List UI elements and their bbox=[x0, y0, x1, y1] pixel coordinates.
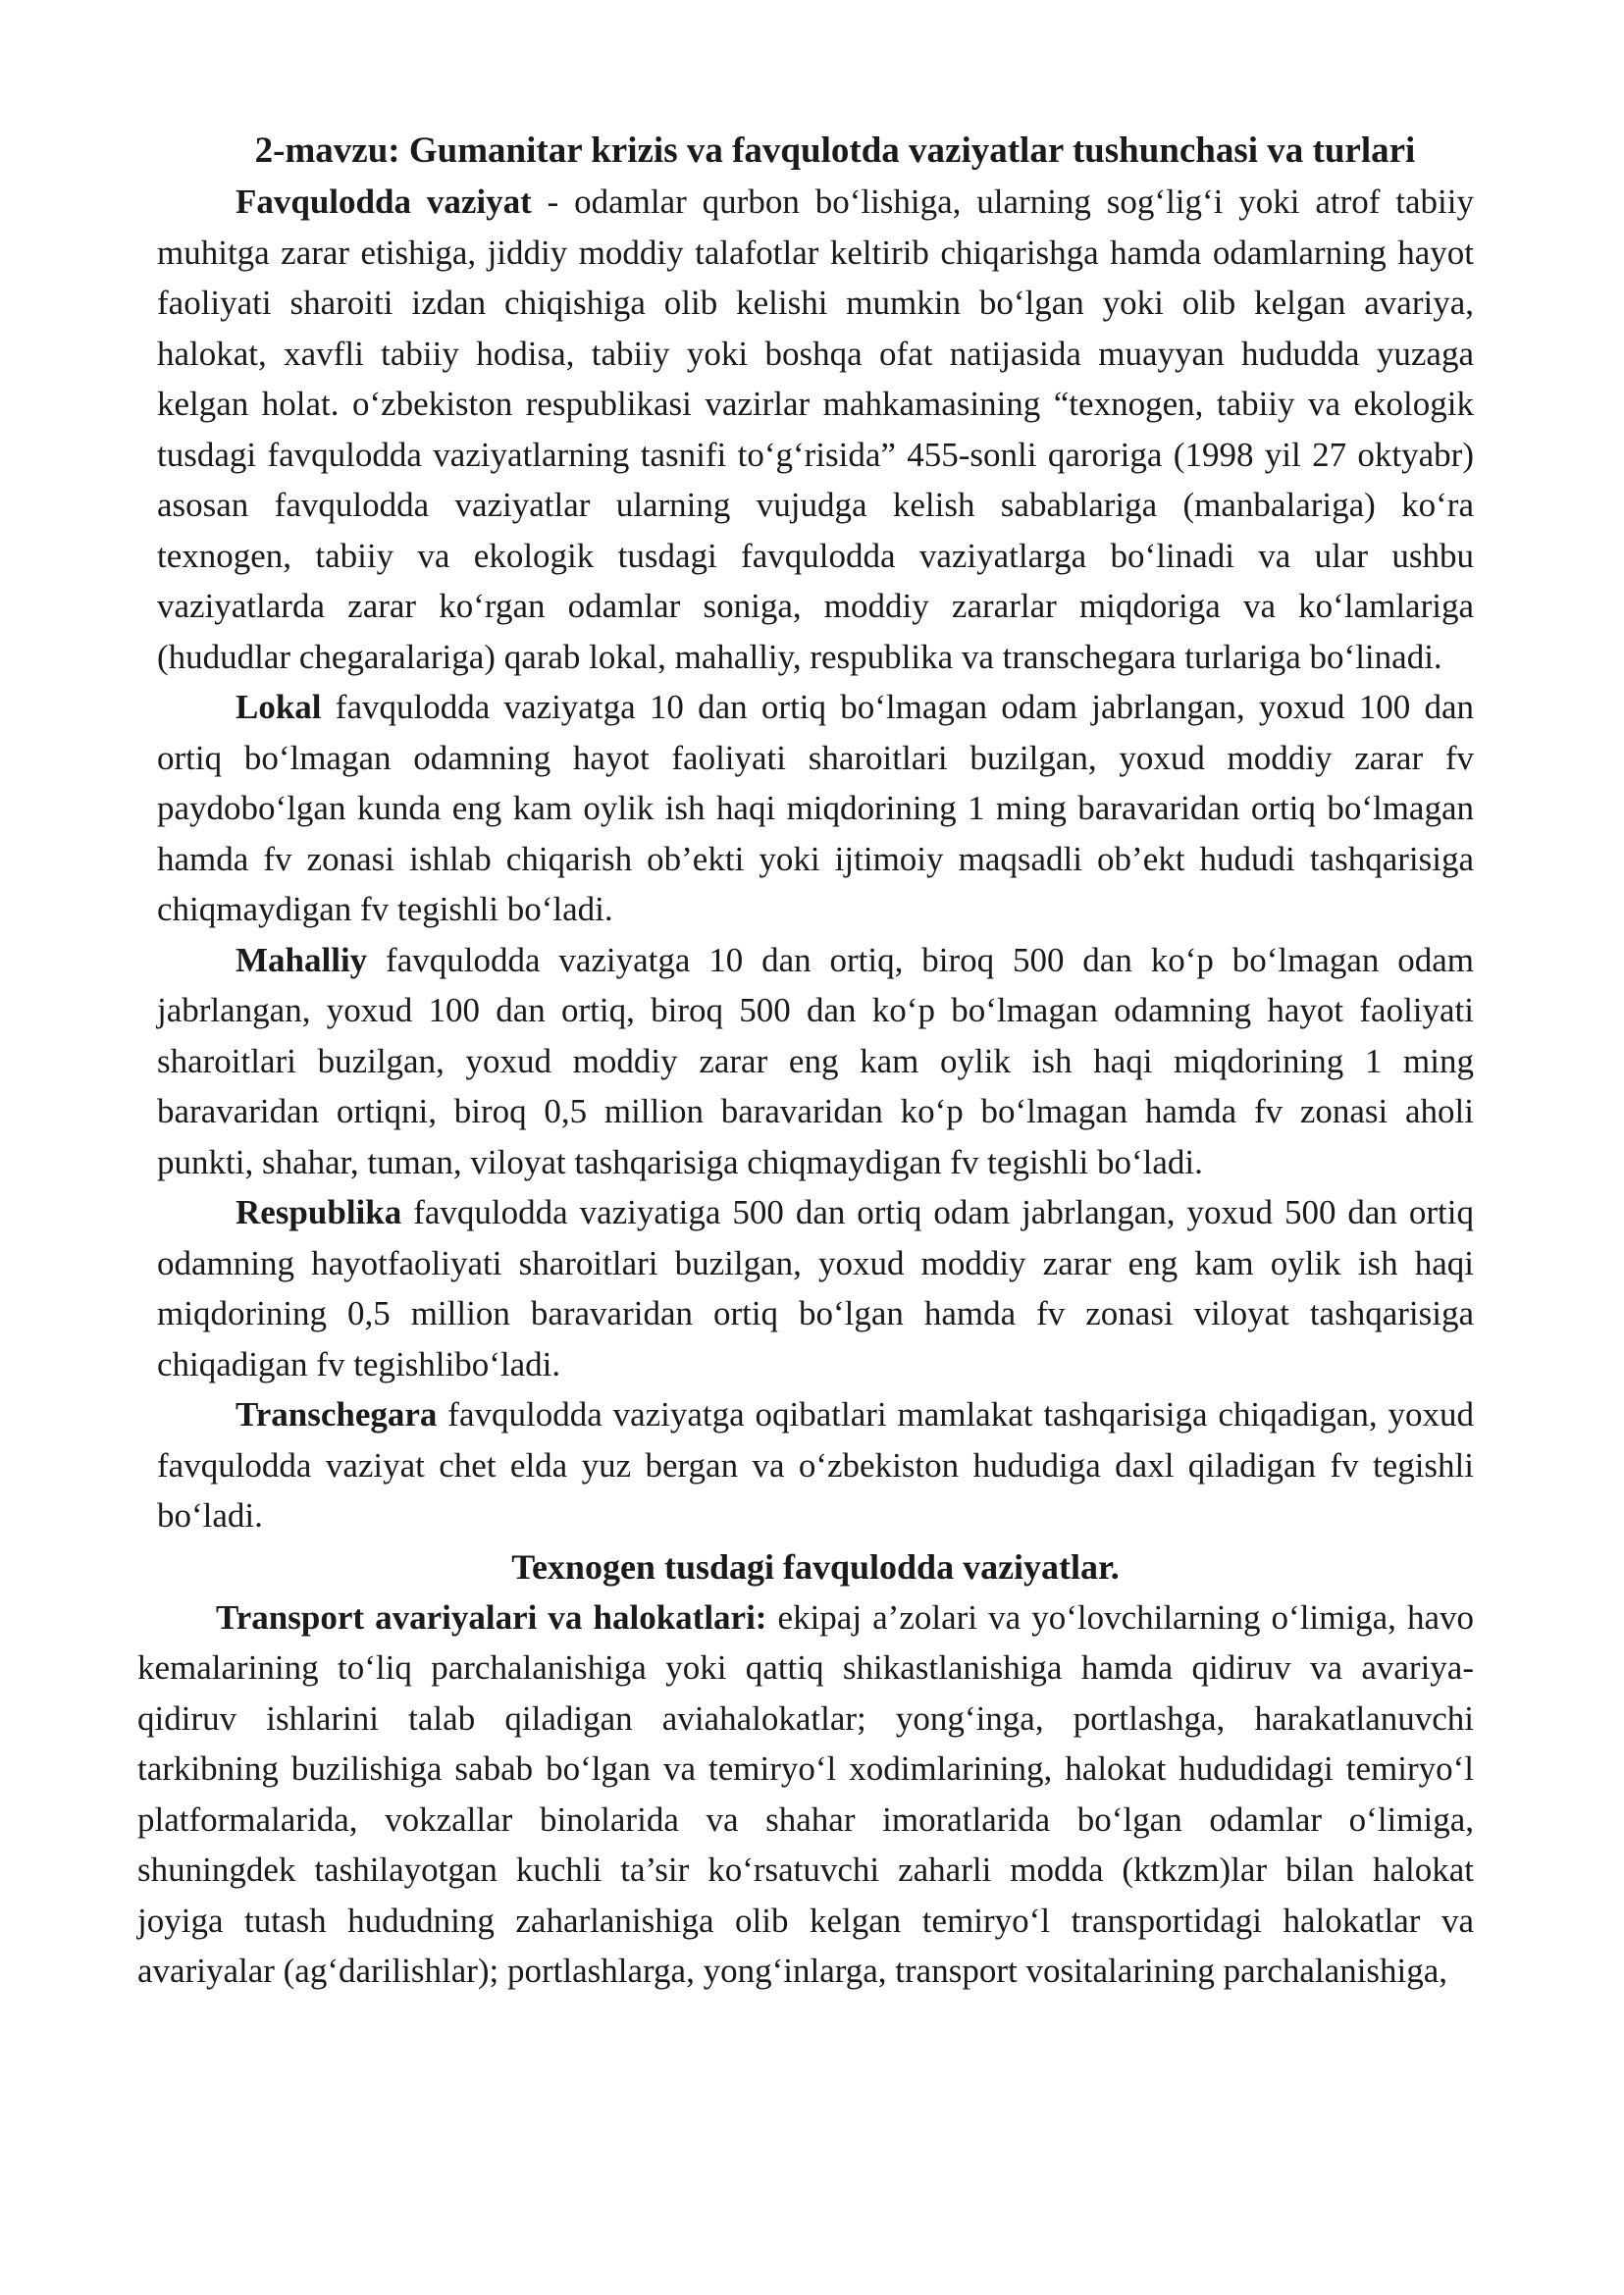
paragraph-transchegara bbox=[137, 1389, 1474, 1541]
section-subtitle: Texnogen tusdagi favqulodda vaziyatlar. bbox=[511, 1546, 1120, 1587]
paragraph-text: favqulodda vaziyatga oqibatlari mamlakat tashqarisiga chiqadigan, yoxud favqulodda vaziyat chet elda yuz bergan va o‘zbekiston hududiga daxl qiladigan fv tegishli bo‘ladi. bbox=[157, 1395, 1474, 1535]
paragraph-text: favqulodda vaziyatga 10 dan ortiq bo‘lmagan odam jabrlangan, yoxud 100 dan ortiq bo‘lmagan odamning hayot faoliyati sharoitlari buzilgan, yoxud moddiy zarar fv paydobo‘lgan kunda eng kam oylik ish haqi miqdorining 1 ming baravaridan ortiq bo‘lmagan hamda fv zonasi ishlab chiqarish ob’ekti yoki ijtimoiy maqsadli ob’ekt hududi tashqarisiga chiqmaydigan fv tegishli bo‘ladi. bbox=[157, 688, 1474, 928]
paragraph-text: - odamlar qurbon bo‘lishiga, ularning sog‘lig‘i yoki atrof tabiiy muhitga zarar etishiga, jiddiy moddiy talafotlar keltirib chiqarishga hamda odamlarning hayot faoliyati sharoiti izdan chiqishiga olib kelishi mumkin bo‘lgan yoki olib kelgan avariya, halokat, xavfli tabiiy hodisa, tabiiy yoki boshqa ofat natijasida muayyan hududda yuzaga kelgan holat. o‘zbekiston respublikasi vazirlar mahkamasining “texnogen, tabiiy va ekologik tusdagi favqulodda vaziyatlarning tasnifi to‘g‘risida” 455-sonli qaroriga (1998 yil 27 oktyabr) asosan favqulodda vaziyatlar ularning vujudga kelish sabablariga (manbalariga) ko‘ra texnogen, tabiiy va ekologik tusdagi favqulodda vaziyatlarga bo‘linadi va ular ushbu vaziyatlarda zarar ko‘rgan odamlar soniga, moddiy zararlar miqdoriga va ko‘lamlariga (hududlar chegaralariga) qarab lokal, mahalliy, respublika va transchegara turlariga bo‘linadi. bbox=[157, 183, 1474, 676]
document-title: 2-mavzu: Gumanitar krizis va favqulotda vaziyatlar tushunchasi va turlari bbox=[254, 130, 1416, 171]
paragraph-text: favqulodda vaziyatga 10 dan ortiq, biroq 500 dan ko‘p bo‘lmagan odam jabrlangan, yoxud 100 dan ortiq, biroq 500 dan ko‘p bo‘lmagan odamning hayot faoliyati sharoitlari buzilgan, yoxud moddiy zarar eng kam oylik ish haqi miqdorining 1 ming baravaridan ortiqni, biroq 0,5 million baravaridan ko‘p bo‘lmagan hamda fv zonasi aholi punkti, shahar, tuman, viloyat tashqarisiga chiqmaydigan fv tegishli bo‘ladi. bbox=[157, 940, 1474, 1181]
document-page bbox=[137, 126, 1474, 1997]
paragraph-favqulodda-vaziyat bbox=[137, 177, 1474, 682]
paragraph-lokal bbox=[137, 682, 1474, 935]
paragraph-lead: Lokal bbox=[236, 688, 322, 726]
paragraph-lead: Favqulodda vaziyat bbox=[236, 183, 532, 221]
paragraph-lead: Transport avariyalari va halokatlari: bbox=[216, 1597, 767, 1637]
paragraph-mahalliy bbox=[137, 935, 1474, 1188]
paragraph-respublika bbox=[137, 1187, 1474, 1389]
paragraph-lead: Respublika bbox=[236, 1193, 402, 1231]
paragraph-lead: Mahalliy bbox=[236, 940, 368, 979]
paragraph-text: ekipaj a’zolari va yo‘lovchilarning o‘limiga, havo kemalarining to‘liq parchalanishiga yoki qattiq shikastlanishiga hamda qidiruv va avariya-qidiruv ishlarini talab qiladigan aviahalokatlar; yong‘inga, portlashga, harakatlanuvchi tarkibning buzilishiga sabab bo‘lgan va temiryo‘l xodimlarining, halokat hududidagi temiryo‘l platformalarida, vokzallar binolarida va shahar imoratlarida bo‘lgan odamlar o‘limiga, shuningdek tashilayotgan kuchli ta’sir ko‘rsatuvchi zaharli modda (ktkzm)lar bilan halokat joyiga tutash hududning zaharlanishiga olib kelgan temiryo‘l transportidagi halokatlar va avariyalar (ag‘darilishlar); portlashlarga, yong‘inlarga, transport vositalarining parchalanishiga, bbox=[137, 1597, 1474, 1990]
paragraph-transport bbox=[137, 1592, 1474, 1997]
paragraph-lead: Transchegara bbox=[236, 1395, 438, 1434]
paragraph-text: favqulodda vaziyatiga 500 dan ortiq odam jabrlangan, yoxud 500 dan ortiq odamning hayotfaoliyati sharoitlari buzilgan, yoxud moddiy zarar eng kam oylik ish haqi miqdorining 0,5 million baravaridan ortiq bo‘lgan hamda fv zonasi viloyat tashqarisiga chiqadigan fv tegishlibo‘ladi. bbox=[157, 1193, 1474, 1383]
